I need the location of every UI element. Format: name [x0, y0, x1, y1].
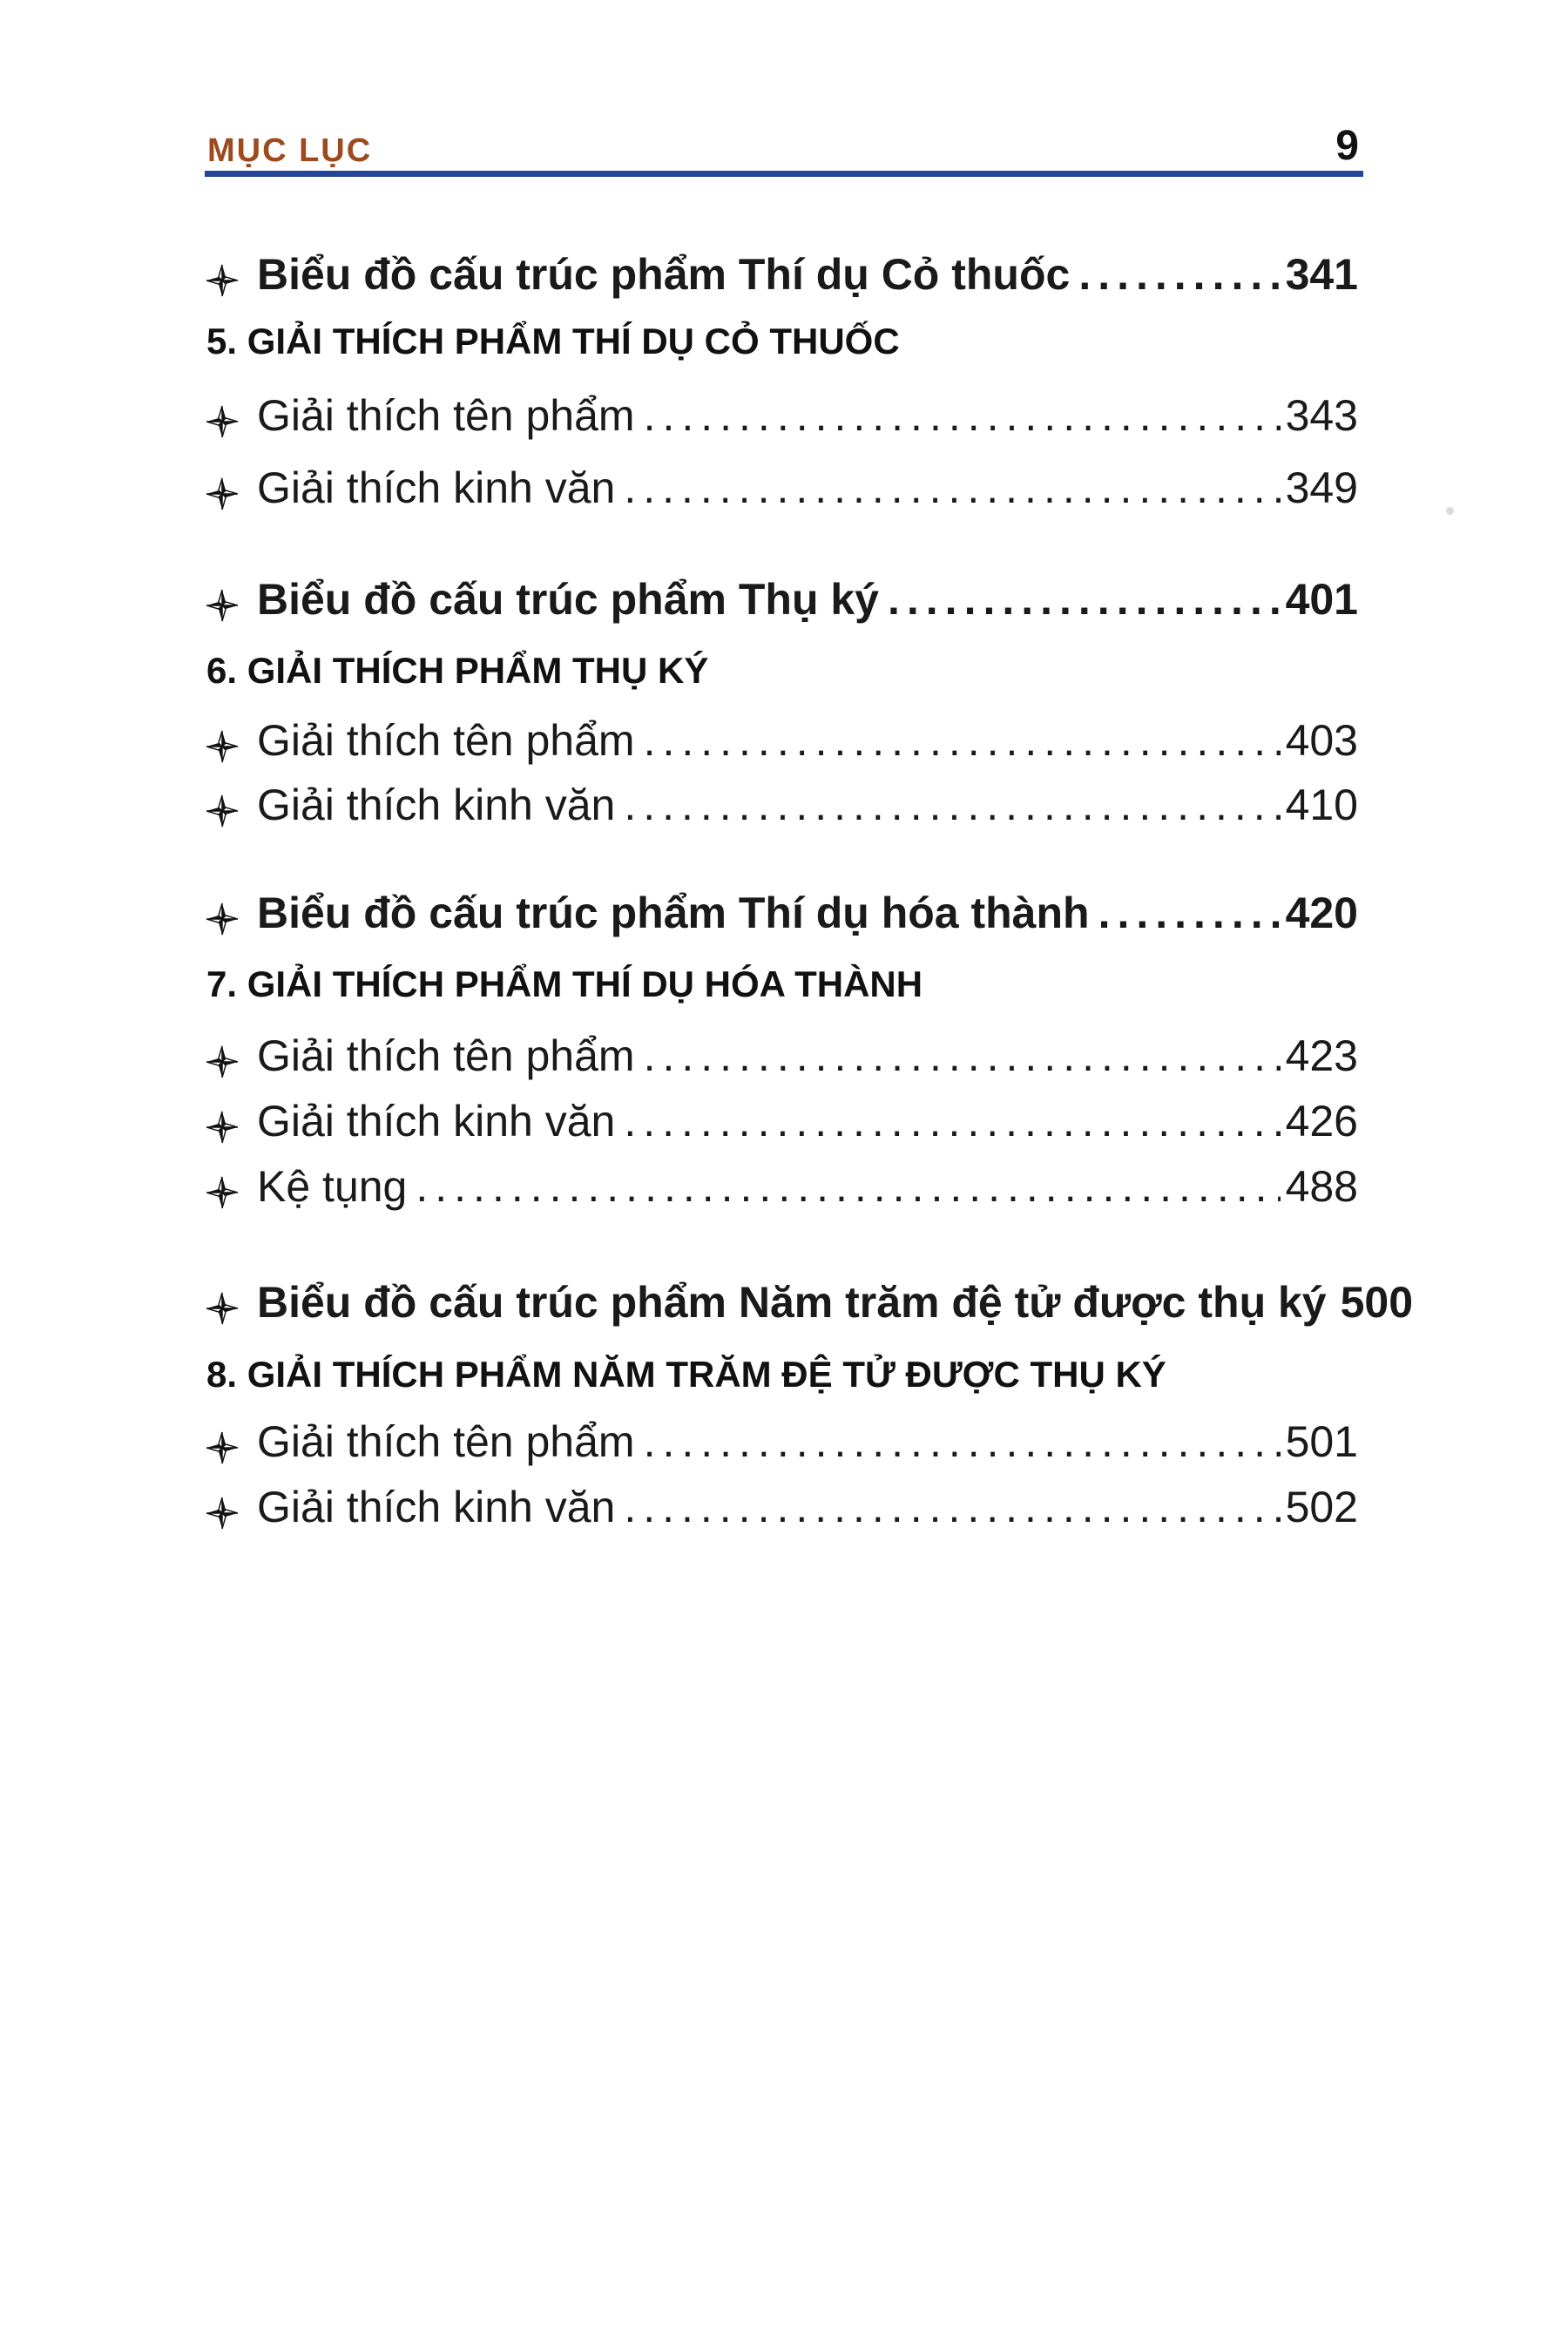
star-bullet-icon: [206, 1430, 238, 1465]
toc-entry-page: 403: [1285, 716, 1358, 765]
toc-entry-page: 401: [1285, 575, 1358, 624]
scan-speck-artifact: [1446, 507, 1454, 515]
dot-leader: [624, 780, 1280, 830]
star-bullet-icon: [206, 263, 238, 298]
toc-entry-label: Giải thích tên phẩm: [257, 716, 635, 765]
toc-entry: [206, 877, 1358, 949]
header-rule-line: [205, 171, 1363, 177]
toc-entry-page: 410: [1285, 781, 1358, 829]
toc-entry: [206, 1020, 1358, 1092]
toc-entry-label: Giải thích kinh văn: [257, 1097, 616, 1146]
toc-entry-label: Giải thích kinh văn: [257, 463, 616, 512]
star-bullet-icon: [206, 1291, 238, 1326]
toc-entry-label: Giải thích tên phẩm: [257, 391, 635, 440]
star-bullet-icon: [206, 729, 238, 764]
star-bullet-icon: [206, 902, 238, 936]
toc-chapter-heading: 6. GIẢI THÍCH PHẨM THỤ KÝ: [206, 650, 709, 691]
star-bullet-icon: [206, 476, 238, 511]
toc-entry: [206, 452, 1358, 524]
dot-leader: [416, 1161, 1280, 1212]
dot-leader: [1078, 249, 1280, 300]
toc-entry-page: 426: [1285, 1097, 1358, 1146]
dot-leader: [888, 574, 1281, 625]
toc-entry-page: 500: [1340, 1278, 1414, 1327]
toc-chapter-heading: 8. GIẢI THÍCH PHẨM NĂM TRĂM ĐỆ TỬ ĐƯỢC THỤ KÝ: [206, 1354, 1166, 1395]
toc-entry: [206, 769, 1358, 841]
toc-entry: [206, 239, 1358, 310]
toc-entry: [206, 564, 1358, 635]
toc-chapter-heading: 7. GIẢI THÍCH PHẨM THÍ DỤ HÓA THÀNH: [206, 963, 923, 1004]
toc-entry: [206, 1406, 1358, 1477]
toc-entry: [206, 1267, 1414, 1338]
toc-entry-label: Giải thích tên phẩm: [257, 1031, 635, 1080]
star-bullet-icon: [206, 1044, 238, 1079]
toc-chapter-heading: 5. GIẢI THÍCH PHẨM THÍ DỤ CỎ THUỐC: [206, 321, 900, 362]
toc-entry: [206, 1151, 1358, 1222]
dot-leader: [624, 463, 1280, 513]
toc-entry-page: 423: [1285, 1031, 1358, 1080]
toc-entry-label: Biểu đồ cấu trúc phẩm Năm trăm đệ tử được thụ ký: [257, 1278, 1327, 1327]
star-bullet-icon: [206, 1110, 238, 1145]
toc-entry-label: Giải thích kinh văn: [257, 1483, 616, 1531]
dot-leader: [644, 1031, 1281, 1081]
dot-leader: [644, 390, 1281, 441]
toc-entry-page: 341: [1285, 250, 1358, 299]
toc-entry-label: Biểu đồ cấu trúc phẩm Thụ ký: [257, 575, 879, 624]
star-bullet-icon: [206, 588, 238, 623]
toc-entry-page: 501: [1285, 1417, 1358, 1466]
dot-leader: [1098, 888, 1281, 938]
toc-entry: [206, 705, 1358, 776]
toc-entry-page: 502: [1285, 1483, 1358, 1531]
star-bullet-icon: [206, 404, 238, 439]
star-bullet-icon: [206, 1496, 238, 1531]
toc-entry-label: Biểu đồ cấu trúc phẩm Thí dụ Cỏ thuốc: [257, 250, 1071, 299]
page-header-title: MỤC LỤC: [207, 132, 373, 169]
toc-entry-label: Giải thích kinh văn: [257, 781, 616, 829]
toc-entry: [206, 1471, 1358, 1543]
toc-entry-page: 420: [1285, 889, 1358, 937]
toc-entry-page: 349: [1285, 463, 1358, 512]
toc-entry-page: 343: [1285, 391, 1358, 440]
star-bullet-icon: [206, 1175, 238, 1210]
dot-leader: [644, 715, 1281, 766]
star-bullet-icon: [206, 794, 238, 828]
toc-entry-page: 488: [1285, 1162, 1358, 1211]
toc-entry-label: Biểu đồ cấu trúc phẩm Thí dụ hóa thành: [257, 889, 1090, 937]
toc-entry-label: Kệ tụng: [257, 1162, 408, 1211]
toc-entry: [206, 1085, 1358, 1157]
dot-leader: [624, 1482, 1280, 1532]
dot-leader: [624, 1096, 1280, 1146]
toc-entry-label: Giải thích tên phẩm: [257, 1417, 635, 1466]
dot-leader: [644, 1416, 1281, 1467]
toc-entry: [206, 380, 1358, 451]
page-number: 9: [1335, 123, 1359, 169]
